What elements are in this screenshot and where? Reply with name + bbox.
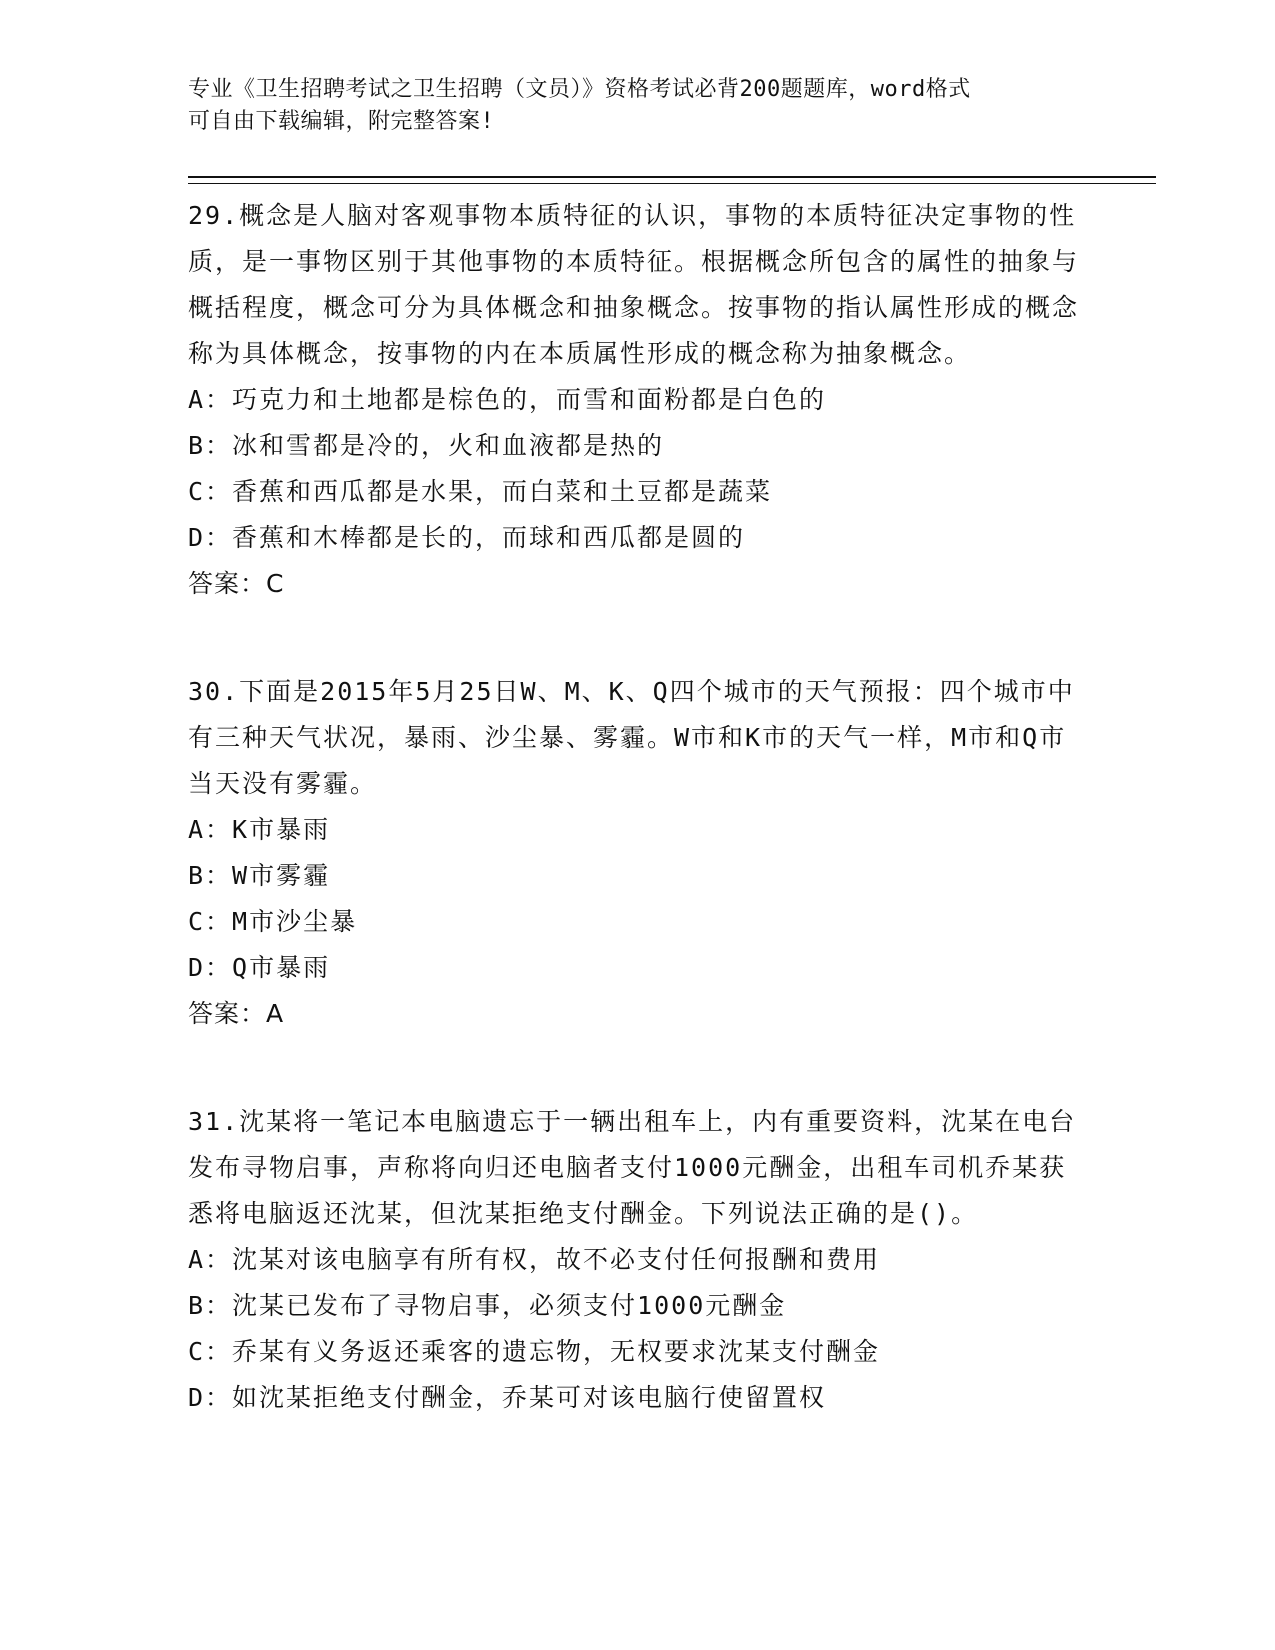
option-c: C：香蕉和西瓜都是水果，而白菜和土豆都是蔬菜	[188, 477, 773, 506]
document-header	[188, 74, 1068, 138]
question-30	[188, 669, 1088, 1037]
answer-line: 答案：A	[188, 999, 285, 1028]
question-29	[188, 193, 1088, 607]
option-c: C：乔某有义务返还乘客的遗忘物，无权要求沈某支付酬金	[188, 1337, 881, 1366]
option-a: A：巧克力和土地都是棕色的，而雪和面粉都是白色的	[188, 385, 827, 414]
question-stem: 30.下面是2015年5月25日W、M、K、Q四个城市的天气预报：四个城市中有三种天气状况，暴雨、沙尘暴、雾霾。W市和K市的天气一样，M市和Q市当天没有雾霾。	[188, 677, 1075, 798]
option-d: D：香蕉和木棒都是长的，而球和西瓜都是圆的	[188, 523, 746, 552]
question-stem: 31.沈某将一笔记本电脑遗忘于一辆出租车上，内有重要资料，沈某在电台发布寻物启事，声称将向归还电脑者支付1000元酬金，出租车司机乔某获悉将电脑返还沈某，但沈某拒绝支付酬金。下列说法正确的是()。	[188, 1107, 1077, 1228]
option-b: B：W市雾霾	[188, 861, 331, 890]
option-a: A：沈某对该电脑享有所有权，故不必支付任何报酬和费用	[188, 1245, 881, 1274]
header-divider-thin	[188, 183, 1156, 184]
option-a: A：K市暴雨	[188, 815, 331, 844]
option-d: D：如沈某拒绝支付酬金，乔某可对该电脑行使留置权	[188, 1383, 827, 1412]
option-b: B：冰和雪都是冷的，火和血液都是热的	[188, 431, 665, 460]
header-line-2: 可自由下载编辑，附完整答案!	[188, 109, 495, 134]
question-spacer	[188, 1037, 1088, 1099]
answer-line: 答案：C	[188, 569, 285, 598]
option-b: B：沈某已发布了寻物启事，必须支付1000元酬金	[188, 1291, 787, 1320]
header-divider-thick	[188, 176, 1156, 178]
option-d: D：Q市暴雨	[188, 953, 331, 982]
question-stem: 29.概念是人脑对客观事物本质特征的认识，事物的本质特征决定事物的性质，是一事物区别于其他事物的本质特征。根据概念所包含的属性的抽象与概括程度，概念可分为具体概念和抽象概念。按事物的指认属性形成的概念称为具体概念，按事物的内在本质属性形成的概念称为抽象概念。	[188, 201, 1080, 368]
header-line-1: 专业《卫生招聘考试之卫生招聘（文员）》资格考试必背200题题库，word格式	[188, 77, 971, 102]
question-spacer	[188, 607, 1088, 669]
question-31	[188, 1099, 1088, 1421]
option-c: C：M市沙尘暴	[188, 907, 358, 936]
question-list	[188, 193, 1088, 1421]
